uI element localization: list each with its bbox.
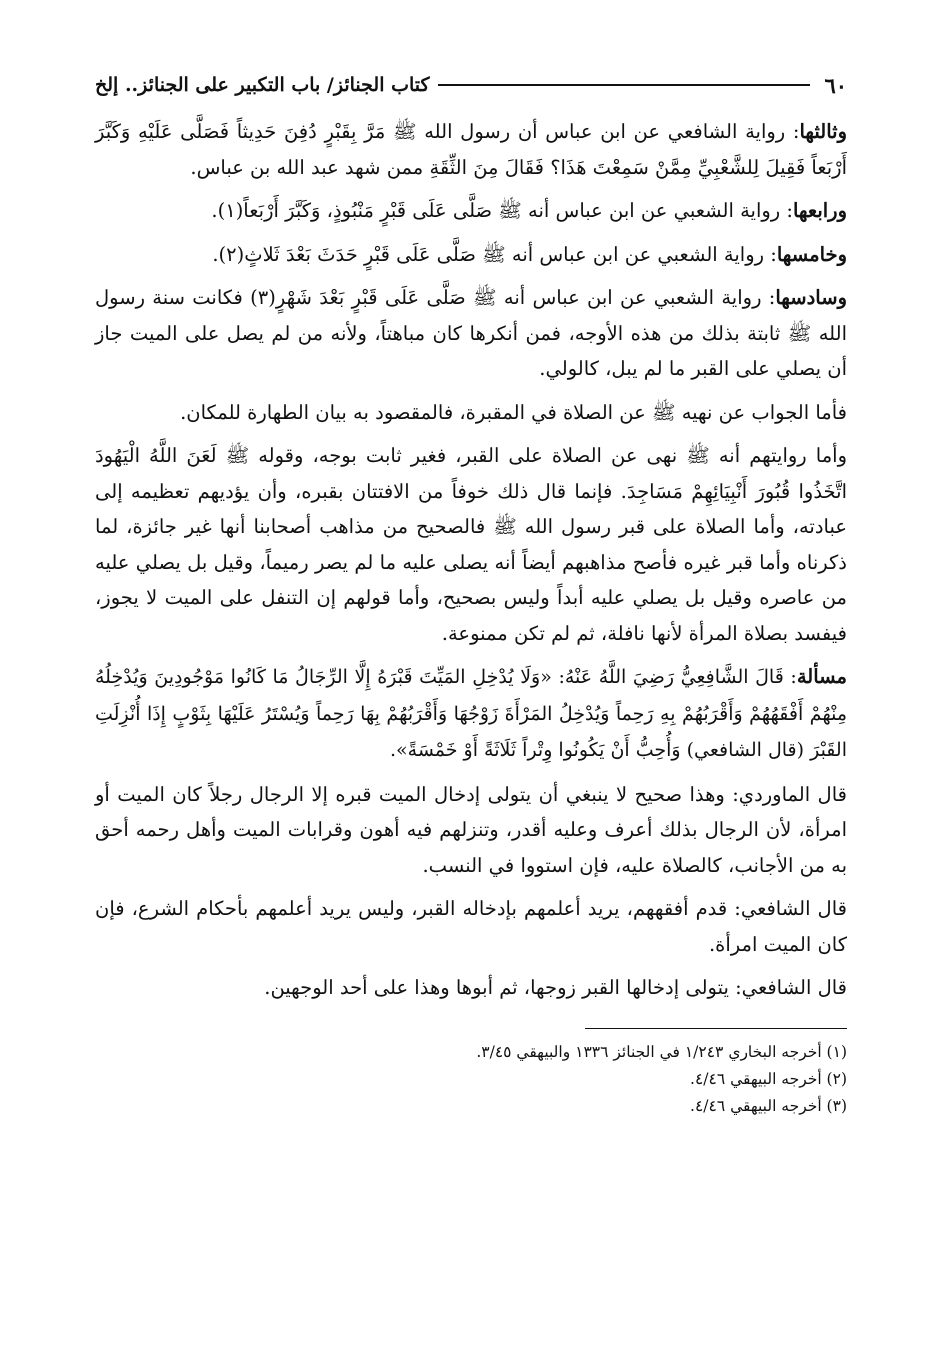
paragraph-lead: وسادسها	[775, 286, 847, 309]
footnote-separator	[585, 1028, 847, 1029]
paragraph-answer-cemetery	[95, 395, 847, 431]
paragraph-shafii-1	[95, 891, 847, 962]
footnote-1: (١) أخرجه البخاري ١/٢٤٣ في الجنائز ١٣٣٦ والبيهقي ٣/٤٥.	[476, 1042, 847, 1061]
paragraph-fourth-narration	[95, 193, 847, 229]
paragraph-text: قال الشافعي: يتولى إدخالها القبر زوجها، ثم أبوها وهذا على أحد الوجهين.	[264, 976, 847, 999]
paragraph-text: : رواية الشعبي عن ابن عباس أنه ﷺ صَلَّى عَلَى قَبْرٍ حَدَثَ بَعْدَ ثَلاثٍ(٢).	[212, 242, 777, 266]
paragraph-lead: مسألة	[796, 665, 847, 688]
page-header	[95, 62, 847, 108]
paragraph-fifth-narration	[95, 237, 847, 273]
book-page	[95, 62, 847, 1120]
page-number: ٦٠	[824, 72, 847, 98]
paragraph-text: : رواية الشعبي عن ابن عباس أنه ﷺ صَلَّى عَلَى قَبْرٍ مَنْبُوذٍ، وَكَبَّرَ أَرْبَعاً(١).	[211, 199, 793, 222]
footnote-3: (٣) أخرجه البيهقي ٤/٤٦.	[690, 1096, 847, 1115]
paragraph-lead: وثالثها	[799, 120, 847, 143]
paragraph-lead: ورابعها	[792, 199, 847, 222]
paragraph-third-narration	[95, 114, 847, 185]
paragraph-lead: وخامسها	[776, 242, 847, 266]
paragraph-sixth-narration	[95, 280, 847, 387]
paragraph-text: : رواية الشعبي عن ابن عباس أنه ﷺ صَلَّى عَلَى قَبْرٍ بَعْدَ شَهْرٍ(٣) فكانت سنة رسول الله ﷺ ثابتة بذلك من هذه الأوجه، فمن أنكرها كان مباهتاً، ولأنه من لم يصل على الميت جاز أن يصلي على القبر ما لم يبل، كالولي.	[95, 286, 847, 380]
paragraph-masala	[95, 659, 847, 769]
paragraph-answer-grave-prayer	[95, 438, 847, 651]
paragraph-text: قال الشافعي: قدم أفقههم، يريد أعلمهم بإدخاله القبر، وليس يريد أعلمهم بأحكام الشرع، فإن كان الميت امرأة.	[95, 897, 847, 956]
paragraph-text: : قَالَ الشَّافِعِيُّ رَضِيَ اللَّهُ عَنْهُ: «وَلَا يُدْخِلِ المَيِّتَ قَبْرَهُ إِلَّا الرِّجَالُ مَا كَانُوا مَوْجُودِينَ وَيُدْخِلُهُ مِنْهُمْ أَفْقَهُهُمْ وَأَقْرَبُهُمْ بِهِ رَحِماً وَيُدْخِلُ المَرْأَةَ زَوْجُهَا وَأَقْرَبُهُمْ بِهَا رَحِماً وَيُسْتَرُ عَلَيْهَا بِثَوْبٍ إِذَا أُنْزِلَتِ القَبْرَ (قال الشافعي) وَأُحِبُّ أَنْ يَكُونُوا وِتْراً ثَلَاثَةً أَوْ خَمْسَةً».	[95, 666, 847, 761]
paragraph-text: : رواية الشافعي عن ابن عباس أن رسول الله ﷺ مَرَّ بِقَبْرٍ دُفِنَ حَدِيثاً فَصَلَّى عَلَيْهِ وَكَبَّرَ أَرْبَعاً فَقِيلَ لِلشَّعْبِيِّ مِمَّنْ سَمِعْتَ هَذَا؟ فَقَالَ مِنَ الثِّقَةِ ممن شهد عبد الله بن عباس.	[95, 120, 847, 179]
paragraph-text: فأما الجواب عن نهيه ﷺ عن الصلاة في المقبرة، فالمقصود به بيان الطهارة للمكان.	[180, 400, 847, 424]
paragraph-text: وأما روايتهم أنه ﷺ نهى عن الصلاة على القبر، فغير ثابت بوجه، وقوله ﷺ لَعَنَ اللَّهُ الْيَهُودَ اتَّخَذُوا قُبُورَ أَنْبِيَائِهِمْ مَسَاجِدَ. فإنما قال ذلك خوفاً من الافتتان بقبره، وأن يؤديهم تعظيمه إلى عبادته، وأما الصلاة على قبر رسول الله ﷺ فالصحيح من مذاهب أصحابنا أنها غير جائزة، لما ذكرناه وأما قبر غيره فأصح مذاهبهم أيضاً أنه يصلى عليه ما لم يصر رميماً، وقيل بل يصلي عليه من عاصره وقيل بل يصلي عليه أبداً وليس بصحيح، وأما قولهم إن التنفل على الميت لا يجوز، فيفسد بصلاة المرأة لأنها نافلة، ثم لم تكن ممنوعة.	[95, 444, 847, 645]
paragraph-shafii-2	[95, 970, 847, 1006]
paragraph-mawardi	[95, 777, 847, 884]
footnote-2: (٢) أخرجه البيهقي ٤/٤٦.	[690, 1069, 847, 1088]
running-title: كتاب الجنائز/ باب التكبير على الجنائز.. إلخ	[95, 74, 430, 96]
paragraph-text: قال الماوردي: وهذا صحيح لا ينبغي أن يتولى إدخال الميت قبره إلا الرجال رجلاً كان الميت أو امرأة، لأن الرجال بذلك أعرف وعليه أقدر، وتنزلهم فيه أهون وقرابات الميت وأهل رحمه أحق به من الأجانب، كالصلاة عليه، فإن استووا في النسب.	[95, 782, 847, 877]
header-rule	[438, 84, 811, 86]
